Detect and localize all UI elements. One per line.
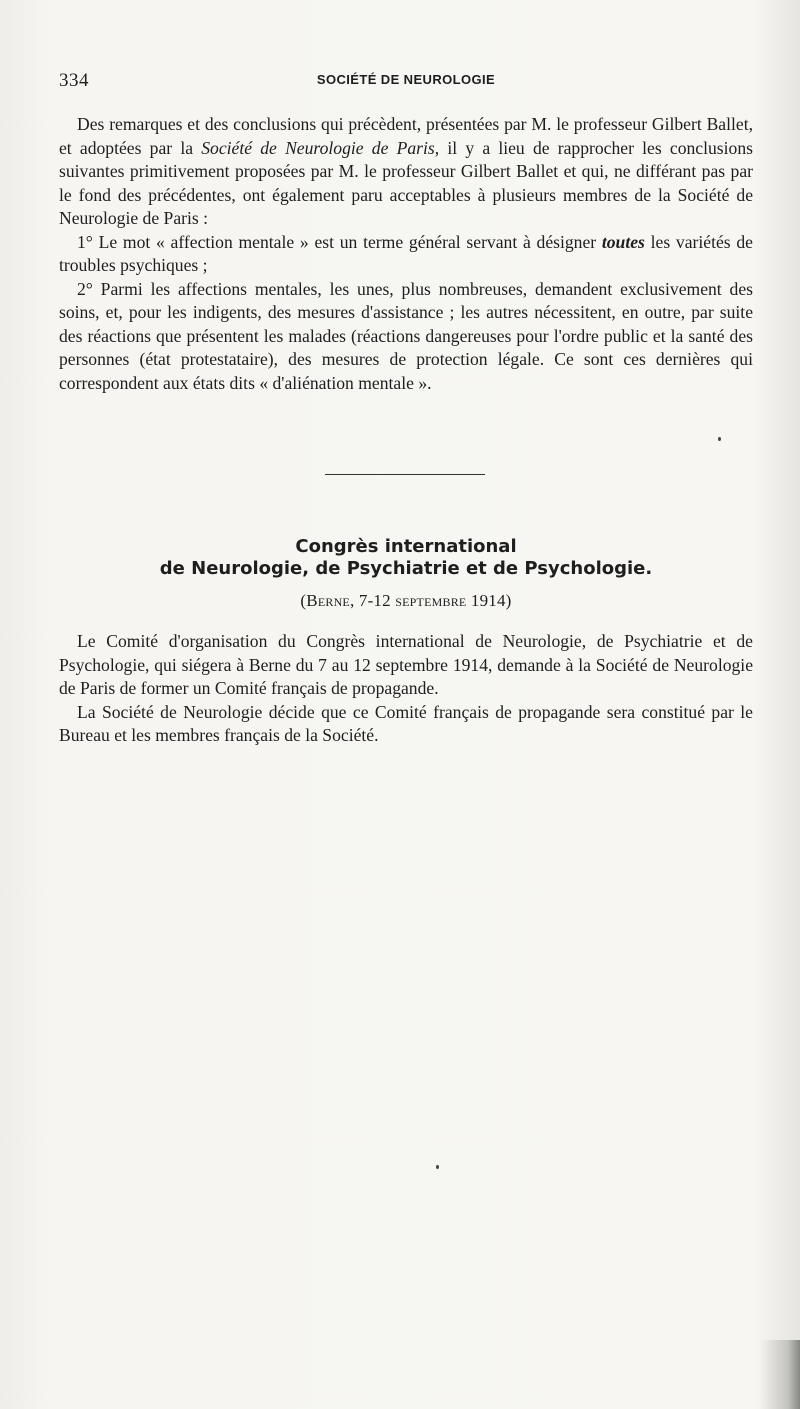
print-speck (436, 1165, 439, 1169)
paragraph-point-1 (59, 231, 753, 278)
running-title: SOCIÉTÉ DE NEUROLOGIE (316, 72, 496, 87)
congress-paragraph-2: La Société de Neurologie décide que ce Comité français de propagande sera constitué par le Bureau et les membres français de la Société. (59, 701, 753, 745)
section-subheading (59, 591, 753, 611)
subheading-month: septembre (395, 591, 467, 610)
section-heading-line-2: de Neurologie, de Psychiatrie et de Psychologie. (159, 558, 653, 579)
subheading-place: Berne (306, 591, 350, 610)
conclusions-text-block (59, 113, 753, 395)
subheading-year: 1914) (466, 591, 512, 610)
paragraph-intro (59, 113, 753, 231)
paragraph-intro-part-b: , il y a lieu de rapprocher les conclusions suivantes primitivement proposées par M. le professeur Gilbert Ballet et qui, ne différant pas par le fond des précédentes, ont également paru acceptables à plusieurs membres de la Société de Neurologie de Paris : (59, 137, 753, 228)
section-heading-line-1: Congrès international (295, 536, 517, 557)
paragraph-intro-part-a: Des remarques et des conclusions qui précèdent, présentées par M. le professeur Gilbert Ballet, et adoptées par la (59, 114, 753, 158)
paragraph-point-2: 2° Parmi les affections mentales, les unes, plus nombreuses, demandent exclusivement des soins, et, pour les indigents, des mesures d'assistance ; les autres nécessitent, en outre, par suite des réactions que présentent les malades (réactions dangereuses pour l'ordre public et la santé des personnes (état protestataire), des mesures de protection légale. Ce sont ces dernières qui correspondent aux états dits « d'aliénation mentale ». (59, 278, 753, 393)
section-separator-rule (325, 474, 485, 475)
society-name-italic: Société de Neurologie de Paris (201, 137, 435, 158)
point-1-part-b: les variétés de troubles psychiques ; (59, 231, 753, 275)
print-speck (718, 437, 721, 441)
point-1-part-a: 1° Le mot « affection mentale » est un terme général servant à désigner (77, 231, 602, 252)
page-header (59, 70, 753, 94)
subheading-open-paren: ( (300, 591, 307, 610)
subheading-days: , 7-12 (349, 591, 396, 610)
point-1-emphasis: toutes (601, 231, 645, 252)
congress-text-block (59, 630, 753, 748)
congress-paragraph-1: Le Comité d'organisation du Congrès international de Neurologie, de Psychiatrie et de Psychologie, qui siégera à Berne du 7 au 12 septembre 1914, demande à la Société de Neurologie de Paris de former un Comité français de propagande. (59, 631, 753, 698)
page-edge-shadow (760, 1340, 800, 1409)
page-number: 334 (59, 70, 89, 91)
